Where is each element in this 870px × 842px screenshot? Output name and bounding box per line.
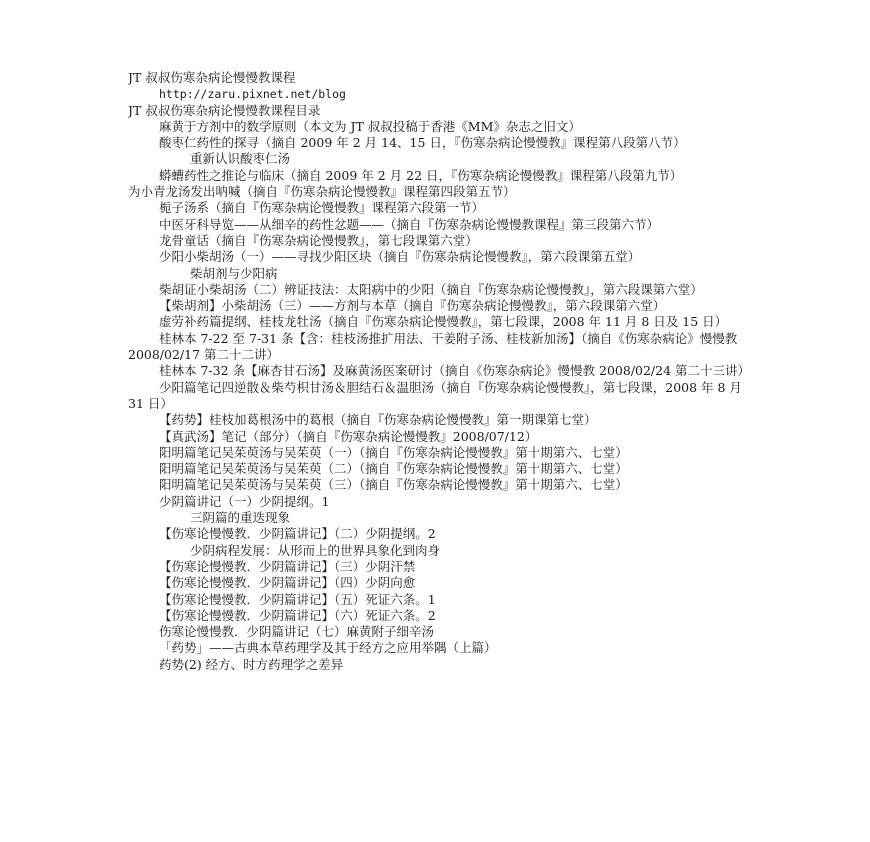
toc-entry: 重新认识酸枣仁汤 <box>190 151 291 167</box>
toc-entry: 中医牙科导览——从细辛的药性忿题——（摘自『伤寒杂病论慢慢教课程』第三段第六节） <box>159 216 660 232</box>
toc-entry: 少阴篇讲记（一）少阴提纲。1 <box>159 493 330 509</box>
toc-entry: 药势(2) 经方、时方药理学之差异 <box>159 656 344 672</box>
document-title: JT 叔叔伤寒杂病论慢慢教课程 <box>128 70 296 85</box>
toc-entry: 【柴胡剂】小柴胡汤（三）——方剂与本草（摘自『伤寒杂病论慢慢教』，第六段课第六堂） <box>159 298 666 314</box>
toc-entry: 龙骨童话（摘自『伤寒杂病论慢慢教』，第七段课第六堂） <box>159 232 478 248</box>
toc-entry: 麻黄于方剂中的数学原则（本文为 JT 叔叔投稿于香港《MM》杂志之旧文） <box>159 118 581 134</box>
toc-entry: 少阴病程发展：从形而上的世界具象化到肉身 <box>190 542 441 558</box>
toc-entry: 【药势】桂枝加葛根汤中的葛根（摘自『伤寒杂病论慢慢教』第一期课第七堂） <box>159 412 597 428</box>
toc-entry: 为小青龙汤发出呐喊（摘自『伤寒杂病论慢慢教』课程第四段第五节） <box>128 184 516 200</box>
toc-entry: 少阳小柴胡汤（一）——寻找少阳区块（摘自『伤寒杂病论慢慢教』，第六段课第五堂） <box>159 249 641 265</box>
toc-entry: 虚劳补药篇提纲、桂枝龙牡汤（摘自『伤寒杂病论慢慢教』，第七段课，2008 年 11 月 8 日及 15 日） <box>159 314 728 330</box>
toc-entry: 【伤寒论慢慢教．少阴篇讲记】（四）少阴向愈 <box>159 575 416 591</box>
toc-entry: 「药势」——古典本草药理学及其于经方之应用举隅（上篇） <box>159 640 497 656</box>
toc-entry: 柴胡证小柴胡汤（二）辨证技法：太阳病中的少阳（摘自『伤寒杂病论慢慢教』，第六段课第六堂） <box>159 281 703 297</box>
toc-entry: 【伤寒论慢慢教．少阴篇讲记】（五）死证六条。1 <box>159 591 436 607</box>
blog-url: http://zaru.pixnet.net/blog <box>159 87 346 102</box>
toc-entry: 【伤寒论慢慢教．少阴篇讲记】（三）少阴汗禁 <box>159 558 416 574</box>
toc-title: JT 叔叔伤寒杂病论慢慢教课程目录 <box>128 102 321 118</box>
toc-entry: 栀子汤系（摘自『伤寒杂病论慢慢教』课程第六段第一节） <box>159 200 485 216</box>
toc-entry: 阳明篇笔记吴茱萸汤与吴茱萸（一）（摘自『伤寒杂病论慢慢教』第十期第六、七堂） <box>159 444 628 460</box>
toc-entry: 阳明篇笔记吴茱萸汤与吴茱萸（二）（摘自『伤寒杂病论慢慢教』第十期第六、七堂） <box>159 461 628 477</box>
toc-entry: 桂林本 7-22 至 7-31 条【含：桂枝汤推扩用法、干姜附子汤、桂枝新加汤】（摘自《伤寒杂病论》慢慢教 2008/02/17 第二十二讲） <box>128 330 738 363</box>
toc-entry: 酸枣仁药性的探寻（摘自 2009 年 2 月 14、15 日，『伤寒杂病论慢慢教』课程第八段第八节） <box>159 135 686 151</box>
toc-entry: 蟒螬药性之推论与临床（摘自 2009 年 2 月 22 日，『伤寒杂病论慢慢教』课程第八段第九节） <box>159 167 683 183</box>
toc-entry: 【真武汤】笔记（部分）（摘自『伤寒杂病论慢慢教』2008/07/12） <box>159 428 538 444</box>
toc-entry: 伤寒论慢慢教．少阴篇讲记（七）麻黄附子细辛汤 <box>159 624 435 640</box>
toc-entry: 桂林本 7-32 条【麻杏甘石汤】及麻黄汤医案研讨（摘自《伤寒杂病论》慢慢教 2008/02/24 第二十三讲） <box>159 363 751 379</box>
toc-entry: 【伤寒论慢慢教．少阴篇讲记】（六）死证六条。2 <box>159 607 436 623</box>
toc-entry: 柴胡剂与少阳病 <box>190 265 278 281</box>
toc-entry: 少阳篇笔记四逆散＆柴芍枳甘汤＆胆结石＆温胆汤（摘自『伤寒杂病论慢慢教』，第七段课，2008 年 8 月 31 日） <box>128 379 742 411</box>
toc-entry: 三阴篇的重迭现象 <box>190 510 291 526</box>
toc-entry: 【伤寒论慢慢教．少阴篇讲记】（二）少阴提纲。2 <box>159 526 436 542</box>
toc-entry: 阳明篇笔记吴茱萸汤与吴茱萸（三）（摘自『伤寒杂病论慢慢教』第十期第六、七堂） <box>159 477 628 493</box>
document-body <box>128 70 751 673</box>
